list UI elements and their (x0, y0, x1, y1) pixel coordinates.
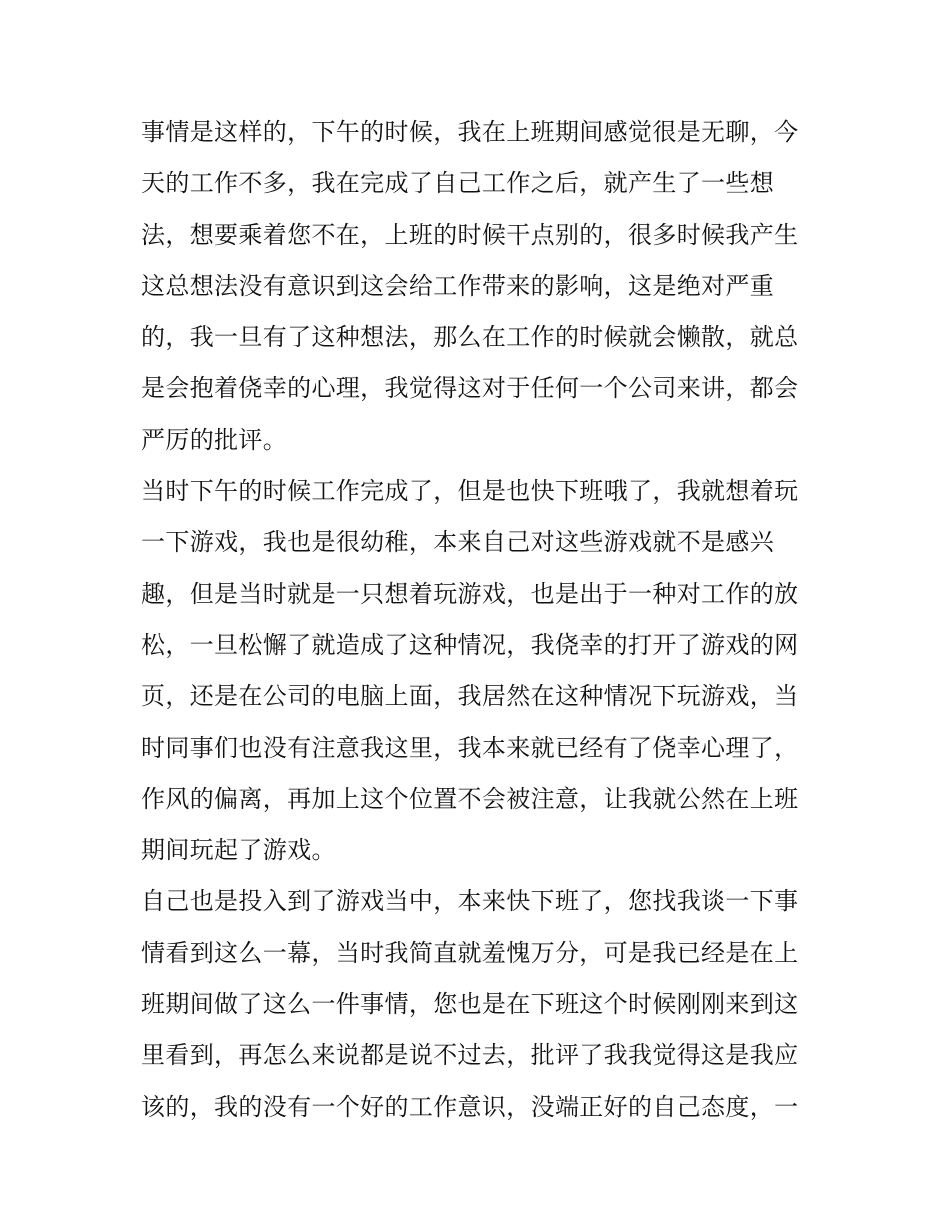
text-line: 趣，但是当时就是一只想着玩游戏，也是出于一种对工作的放 (141, 579, 799, 608)
text-line: 页，还是在公司的电脑上面，我居然在这种情况下玩游戏，当 (141, 682, 799, 711)
text-line: 里看到，再怎么来说都是说不过去，批评了我我觉得这是我应 (141, 1041, 799, 1070)
text-line: 作风的偏离，再加上这个位置不会被注意，让我就公然在上班 (141, 784, 799, 813)
document-body (141, 107, 821, 1133)
text-line: 法，想要乘着您不在，上班的时候干点别的，很多时候我产生 (141, 220, 799, 249)
text-line: 这总想法没有意识到这会给工作带来的影响，这是绝对严重 (141, 271, 775, 300)
text-line: 严厉的批评。 (141, 425, 288, 454)
text-line: 的，我一旦有了这种想法，那么在工作的时候就会懒散，就总 (141, 323, 799, 352)
paragraph (141, 466, 821, 876)
text-line: 松，一旦松懈了就造成了这种情况，我侥幸的打开了游戏的网 (141, 630, 799, 659)
text-line: 时同事们也没有注意我这里，我本来就已经有了侥幸心理了， (141, 733, 799, 762)
paragraph (141, 107, 821, 466)
text-line: 自己也是投入到了游戏当中，本来快下班了，您找我谈一下事 (141, 887, 799, 916)
text-line: 该的，我的没有一个好的工作意识，没端正好的自己态度，一 (141, 1092, 799, 1121)
text-line: 是会抱着侥幸的心理，我觉得这对于任何一个公司来讲，都会 (141, 374, 799, 403)
text-line: 一下游戏，我也是很幼稚，本来自己对这些游戏就不是感兴 (141, 528, 775, 557)
paragraph (141, 876, 821, 1132)
text-line: 情看到这么一幕，当时我简直就羞愧万分，可是我已经是在上 (141, 938, 799, 967)
text-line: 天的工作不多，我在完成了自己工作之后，就产生了一些想 (141, 169, 775, 198)
text-line: 期间玩起了游戏。 (141, 836, 336, 865)
text-line: 事情是这样的，下午的时候，我在上班期间感觉很是无聊，今 (141, 118, 799, 146)
text-line: 班期间做了这么一件事情，您也是在下班这个时候刚刚来到这 (141, 990, 799, 1019)
text-line: 当时下午的时候工作完成了，但是也快下班哦了，我就想着玩 (141, 477, 799, 506)
